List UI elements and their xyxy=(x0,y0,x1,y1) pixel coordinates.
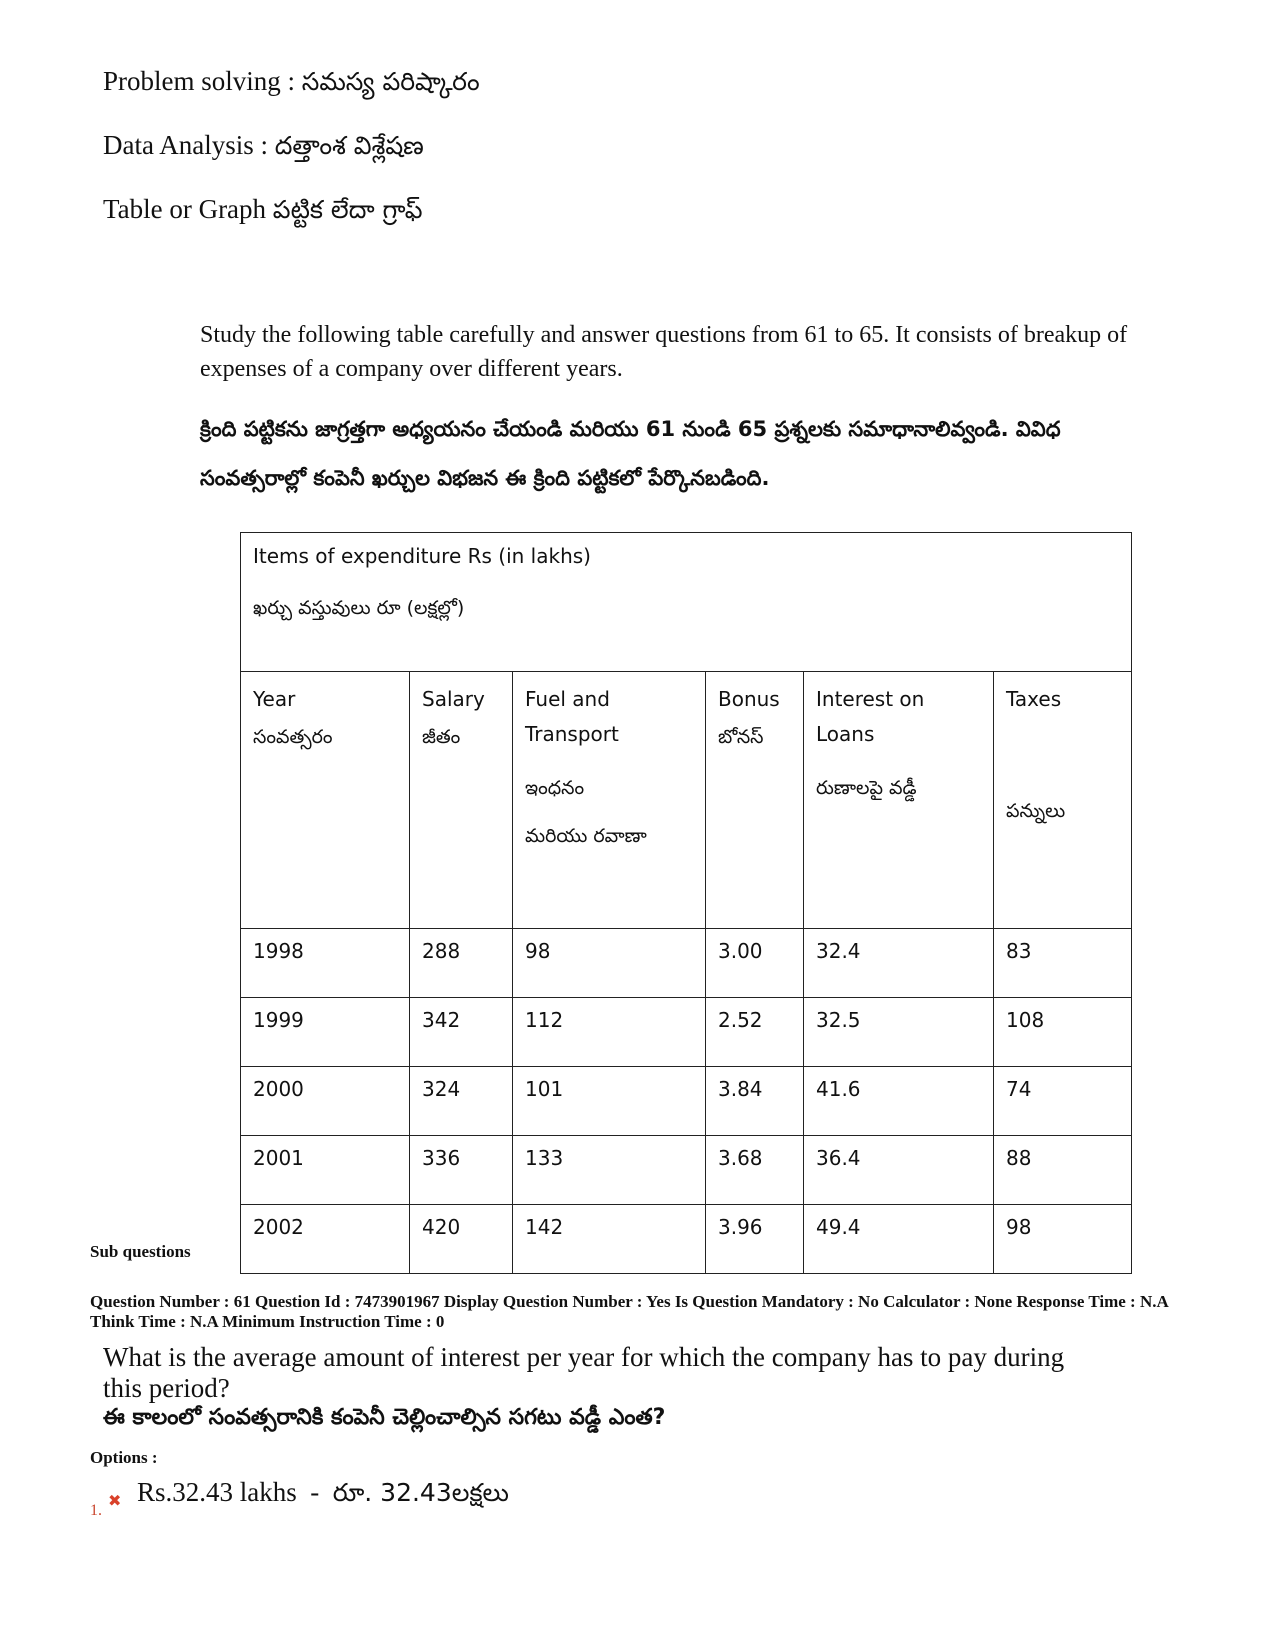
table-caption-te: ఖర్చు వస్తువులు రూ (లక్షల్లో) xyxy=(253,597,465,619)
column-header-label-te: బోనస్ xyxy=(718,726,764,748)
options-label: Options : xyxy=(90,1448,158,1467)
column-header-fuel-transport xyxy=(513,672,706,929)
header-data-analysis-te: దత్తాంశ విశ్లేషణ xyxy=(274,131,424,160)
column-header-label: Fuel and xyxy=(525,687,610,711)
table-cell-taxes: 74 xyxy=(994,1067,1132,1136)
table-row xyxy=(241,1205,1132,1274)
question-text-te: ఈ కాలంలో సంవత్సరానికి కంపెనీ చెల్లించాల్సిన సగటు వడ్డీ ఎంత? xyxy=(103,1405,666,1430)
header-table-graph xyxy=(103,194,423,231)
table-cell-year: 1999 xyxy=(241,998,410,1067)
option-number: 1. xyxy=(90,1502,102,1519)
table-cell-year: 2001 xyxy=(241,1136,410,1205)
option-1-te: రూ. 32.43లక్షలు xyxy=(332,1478,509,1507)
intro-telugu-line-1: క్రింది పట్టికను జాగ్రత్తగా అధ్యయనం చేయండి మరియు 61 నుండి 65 ప్రశ్నలకు సమాధానాలివ్వండి. వివిధ xyxy=(200,417,1061,441)
question-meta: Question Number : 61 Question Id : 7473901967 Display Question Number : Yes Is Question Mandatory : No Calculator : None Response Time : N.A Think Time : N.A Minimum Instruction Time : 0 xyxy=(90,1292,1168,1331)
table-cell-interest: 41.6 xyxy=(804,1067,994,1136)
table-cell-bonus: 3.68 xyxy=(706,1136,804,1205)
table-caption xyxy=(241,533,1132,672)
table-caption-en: Items of expenditure Rs (in lakhs) xyxy=(253,544,591,568)
option-1-en: Rs.32.43 lakhs - xyxy=(137,1477,333,1507)
column-header-label: Bonus xyxy=(718,687,780,711)
table-cell-taxes: 88 xyxy=(994,1136,1132,1205)
table-cell-salary: 324 xyxy=(410,1067,513,1136)
table-cell-year: 1998 xyxy=(241,929,410,998)
intro-telugu xyxy=(200,405,1185,503)
column-header-taxes xyxy=(994,672,1132,929)
header-data-analysis-en: Data Analysis : xyxy=(103,130,268,160)
table-cell-fuel-transport: 133 xyxy=(513,1136,706,1205)
column-header-label-te: పన్నులు xyxy=(1006,800,1066,822)
table-cell-interest: 49.4 xyxy=(804,1205,994,1274)
column-header-label-2: Transport xyxy=(525,722,619,746)
table-cell-bonus: 3.96 xyxy=(706,1205,804,1274)
option-1[interactable] xyxy=(137,1477,509,1514)
sub-questions-label: Sub questions xyxy=(90,1242,191,1261)
table-cell-taxes: 83 xyxy=(994,929,1132,998)
column-header-salary xyxy=(410,672,513,929)
table-cell-salary: 336 xyxy=(410,1136,513,1205)
table-cell-interest: 36.4 xyxy=(804,1136,994,1205)
table-cell-interest: 32.5 xyxy=(804,998,994,1067)
expenditure-table xyxy=(240,532,1132,1274)
table-cell-bonus: 3.84 xyxy=(706,1067,804,1136)
table-cell-fuel-transport: 112 xyxy=(513,998,706,1067)
column-header-label-te: ఇంధనం xyxy=(525,777,585,799)
table-cell-year: 2002 xyxy=(241,1205,410,1274)
table-cell-salary: 288 xyxy=(410,929,513,998)
header-table-graph-te: పట్టిక లేదా గ్రాఫ్ xyxy=(272,195,423,224)
table-header-row xyxy=(241,672,1132,929)
table-row xyxy=(241,929,1132,998)
column-header-label: Salary xyxy=(422,687,485,711)
column-header-label-2: Loans xyxy=(816,722,875,746)
table-cell-taxes: 108 xyxy=(994,998,1132,1067)
intro-telugu-line-2: సంవత్సరాల్లో కంపెనీ ఖర్చుల విభజన ఈ క్రింది పట్టికలో పేర్కొనబడింది. xyxy=(200,466,770,490)
column-header-label-te: జీతం xyxy=(422,726,461,748)
header-problem-solving-te: సమస్య పరిష్కారం xyxy=(301,67,480,96)
table-cell-taxes: 98 xyxy=(994,1205,1132,1274)
table-row xyxy=(241,998,1132,1067)
header-problem-solving xyxy=(103,66,480,103)
table-cell-interest: 32.4 xyxy=(804,929,994,998)
column-header-label-te: సంవత్సరం xyxy=(253,726,333,748)
table-cell-fuel-transport: 101 xyxy=(513,1067,706,1136)
table-cell-salary: 342 xyxy=(410,998,513,1067)
question-text-en: What is the average amount of interest per year for which the company has to pay during this period? xyxy=(103,1342,1065,1403)
table-cell-fuel-transport: 142 xyxy=(513,1205,706,1274)
column-header-label: Interest on xyxy=(816,687,925,711)
column-header-year xyxy=(241,672,410,929)
column-header-label-te-2: మరియు రవాణా xyxy=(525,825,647,847)
table-cell-bonus: 2.52 xyxy=(706,998,804,1067)
table-row xyxy=(241,1067,1132,1136)
table-row xyxy=(241,1136,1132,1205)
table-cell-fuel-transport: 98 xyxy=(513,929,706,998)
header-problem-solving-en: Problem solving : xyxy=(103,66,296,96)
column-header-label: Year xyxy=(253,687,296,711)
column-header-label: Taxes xyxy=(1006,687,1062,711)
header-data-analysis xyxy=(103,130,424,167)
header-table-graph-en: Table or Graph xyxy=(103,194,267,224)
wrong-answer-icon: ✖ xyxy=(108,1491,122,1510)
table-cell-year: 2000 xyxy=(241,1067,410,1136)
column-header-label-te: రుణాలపై వడ్డీ xyxy=(816,777,917,799)
intro-english: Study the following table carefully and answer questions from 61 to 65. It consists of breakup of expenses of a company over different years. xyxy=(200,322,1128,382)
table-cell-salary: 420 xyxy=(410,1205,513,1274)
table-cell-bonus: 3.00 xyxy=(706,929,804,998)
column-header-interest-on-loans xyxy=(804,672,994,929)
column-header-bonus xyxy=(706,672,804,929)
